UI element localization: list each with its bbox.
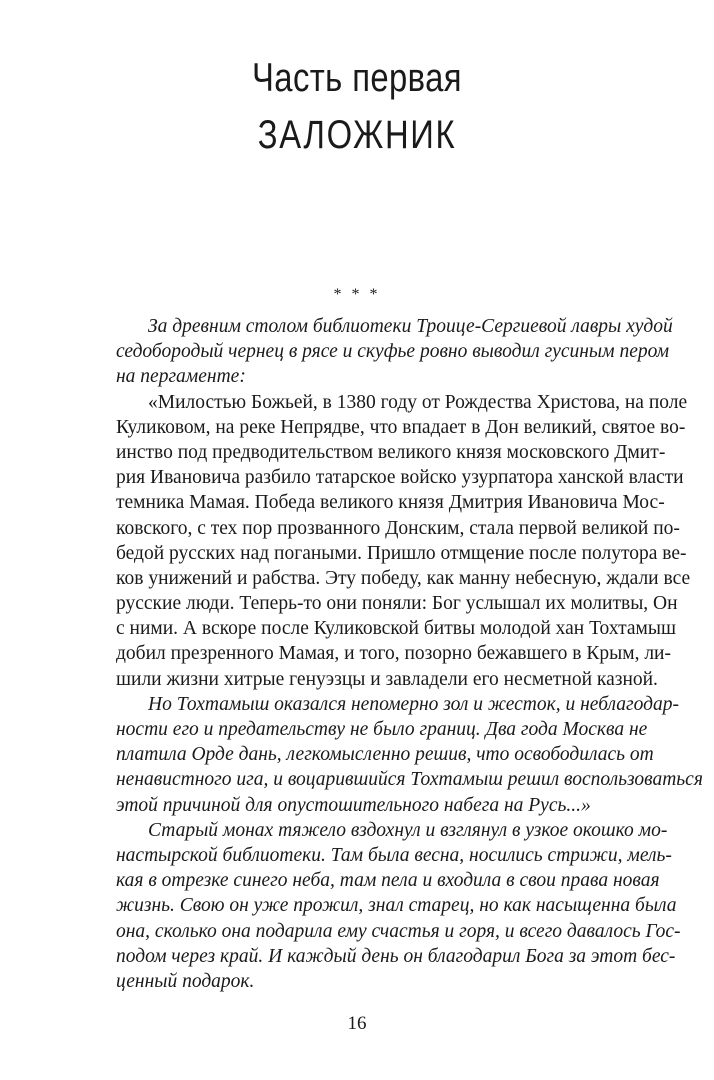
page-number: 16 <box>347 1013 367 1034</box>
text-line: на пергаменте: <box>116 366 246 388</box>
part-heading: Часть первая <box>252 56 462 100</box>
text-line: подом через край. И каждый день он благодарил Бога за этот бес- <box>116 945 676 967</box>
text-line: ности его и предательству не было границ. Два года Москва не <box>116 719 648 740</box>
section-separator: * * * <box>333 286 381 303</box>
text-line: добил презренного Мамая, и того, позорно бежавшего в Крым, ли- <box>116 643 671 665</box>
text-line: русские люди. Теперь-то они поняли: Бог услышал их молитвы, Он <box>116 593 678 615</box>
text-line: седобородый чернец в рясе и скуфье ровно выводил гусиным пером <box>116 341 670 363</box>
text-line: темника Мамая. Победа великого князя Дмитрия Ивановича Мос- <box>116 492 665 514</box>
chapter-title: ЗАЛОЖНИК <box>257 113 457 157</box>
text-line: платила Орде дань, легкомысленно решив, что освободилась от <box>116 744 654 766</box>
text-line: Куликовом, на реке Непрядве, что впадает в Дон великий, святое во- <box>116 416 686 438</box>
paragraph <box>116 314 673 390</box>
text-line: ценный подарок. <box>116 970 255 992</box>
text-line: Но Тохтамыш оказался непомерно зол и жесток, и неблагодар- <box>148 693 679 715</box>
text-line: За древним столом библиотеки Троице-Сергиевой лавры худой <box>148 316 673 337</box>
text-line: Старый монах тяжело вздохнул и взглянул в узкое окошко мо- <box>148 819 668 841</box>
text-line: этой причиной для опустошительного набега на Русь...» <box>116 794 591 816</box>
text-line: рия Ивановича разбило татарское войско узурпатора ханской власти <box>116 467 684 489</box>
text-line: она, сколько она подарила ему счастья и горя, и всего давалось Гос- <box>116 920 681 942</box>
text-line: ненавистного ига, и воцарившийся Тохтамыш решил воспользоваться <box>116 769 703 791</box>
text-line: ков унижений и рабства. Эту победу, как манну небесную, ждали все <box>116 567 691 589</box>
body-text <box>116 314 703 994</box>
text-line: инство под предводительством великого князя московского Дмит- <box>116 441 666 463</box>
text-line: жизнь. Свою он уже прожил, знал старец, но как насыщенна была <box>116 895 677 917</box>
paragraph <box>116 692 703 818</box>
text-line: с ними. А вскоре после Куликовской битвы молодой хан Тохтамыш <box>116 618 676 640</box>
text-line: «Милостью Божьей, в 1380 году от Рождества Христова, на поле <box>148 391 688 413</box>
text-line: бедой русских над погаными. Пришло отмщение после полутора ве- <box>116 542 687 564</box>
text-line: кая в отрезке синего неба, там пела и входила в свои права новая <box>116 870 660 892</box>
paragraph <box>116 390 691 692</box>
text-line: шили жизни хитрые генуэзцы и завладели его несметной казной. <box>116 668 658 690</box>
text-line: ковского, с тех пор прозванного Донским, стала первой великой по- <box>116 517 680 539</box>
text-line: настырской библиотеки. Там была весна, носились стрижи, мель- <box>116 844 672 866</box>
paragraph <box>116 818 681 994</box>
